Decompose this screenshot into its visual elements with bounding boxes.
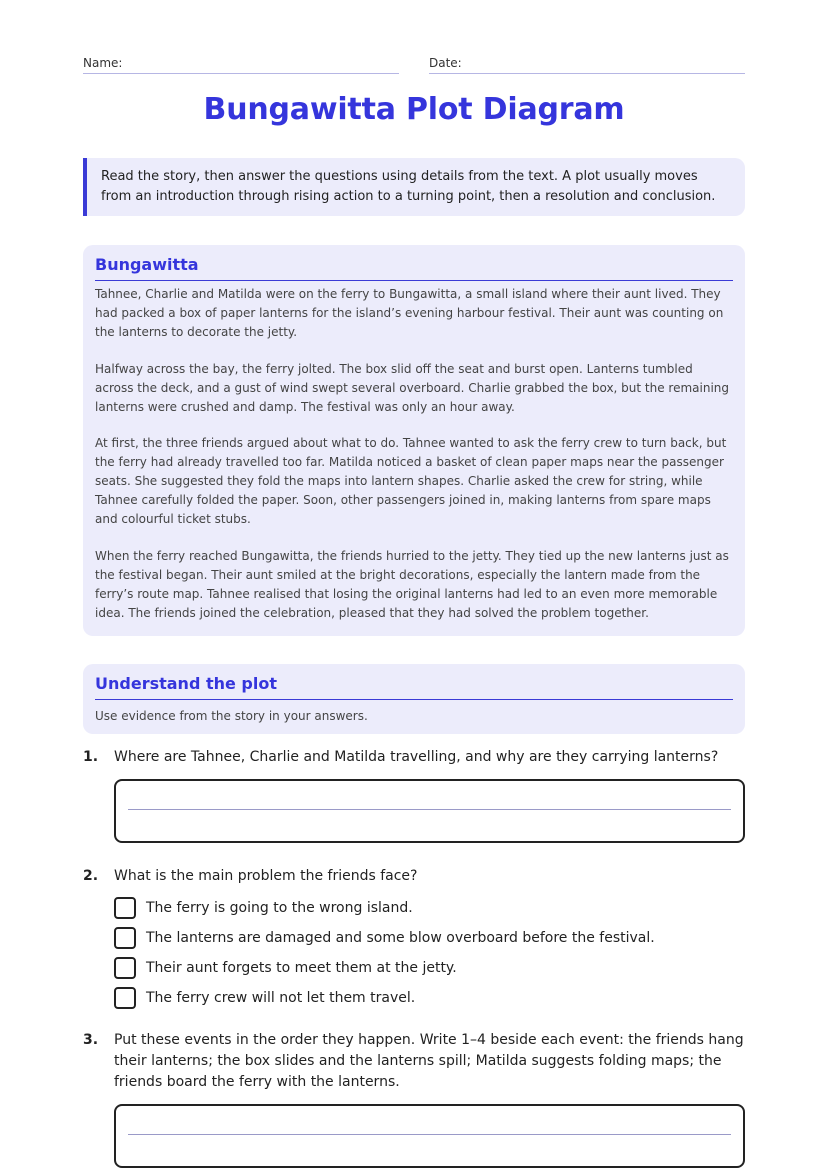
option-label: The lanterns are damaged and some blow overboard before the festival. — [146, 930, 655, 946]
story-paragraph: At first, the three friends argued about what to do. Tahnee wanted to ask the ferry crew to turn back, but the ferry had already travelled too far. Matilda noticed a basket of clean paper maps near the passenger seats. She suggested they fold the maps into lantern shapes. Charlie asked the crew for string, while Tahnee carefully folded the paper. Soon, other passengers joined in, making lanterns from spare maps and colourful ticket stubs. — [95, 436, 727, 527]
intro-callout: Read the story, then answer the questions using details from the text. A plot usually moves from an introduction through rising action to a turning point, then a resolution and conclusion. — [83, 158, 745, 216]
answer-line — [128, 809, 731, 810]
date-label: Date: — [429, 56, 462, 70]
question-number: 3. — [83, 1032, 99, 1048]
question-1 — [83, 747, 745, 768]
story-heading: Bungawitta — [95, 255, 733, 281]
name-field[interactable] — [83, 52, 399, 74]
answer-line — [128, 1134, 731, 1135]
story-paragraph: When the ferry reached Bungawitta, the friends hurried to the jetty. They tied up the new lanterns just as the festival began. Their aunt smiled at the bright decorations, especially the lantern made from the ferry’s route map. Tahnee realised that losing the original lanterns had led to an even more memorable idea. The friends joined the celebration, pleased that they had solved the problem together. — [95, 548, 729, 620]
story-panel — [83, 245, 745, 636]
date-field[interactable] — [429, 52, 745, 74]
option-label: The ferry crew will not let them travel. — [146, 990, 416, 1006]
story-paragraph: Halfway across the bay, the ferry jolted. The box slid off the seat and burst open. Lanterns tumbled across the deck, and a gust of wind swept several overboard. Charlie grabbed the box, but the remaining lanterns were crushed and damp. The festival was only an hour away. — [95, 361, 730, 414]
question-number: 2. — [83, 868, 99, 884]
answer-box-1[interactable] — [114, 779, 745, 843]
question-text: Where are Tahnee, Charlie and Matilda travelling, and why are they carrying lanterns? — [114, 749, 719, 765]
understand-panel — [83, 664, 745, 734]
story-paragraph: Tahnee, Charlie and Matilda were on the ferry to Bungawitta, a small island where their aunt lived. They had packed a box of paper lanterns for the island’s evening harbour festival. Their aunt was counting on the lanterns to decorate the jetty. — [95, 287, 724, 339]
option-label: The ferry is going to the wrong island. — [146, 900, 413, 916]
checkbox[interactable] — [114, 897, 136, 919]
understand-subtitle: Use evidence from the story in your answers. — [95, 709, 368, 723]
answer-box-3[interactable] — [114, 1104, 745, 1168]
page-title: Bungawitta Plot Diagram — [203, 92, 625, 127]
question-2 — [83, 866, 745, 887]
understand-heading: Understand the plot — [95, 674, 733, 700]
checkbox[interactable] — [114, 927, 136, 949]
checkbox[interactable] — [114, 957, 136, 979]
question-3 — [83, 1030, 745, 1093]
option-label: Their aunt forgets to meet them at the jetty. — [146, 960, 457, 976]
question-text: What is the main problem the friends face? — [114, 868, 418, 884]
checkbox[interactable] — [114, 987, 136, 1009]
name-label: Name: — [83, 56, 123, 70]
question-number: 1. — [83, 749, 99, 765]
question-text: Put these events in the order they happen. Write 1–4 beside each event: the friends hang their lanterns; the box slides and the lanterns spill; Matilda suggests folding maps; the friends board the ferry with the lanterns. — [114, 1032, 744, 1090]
